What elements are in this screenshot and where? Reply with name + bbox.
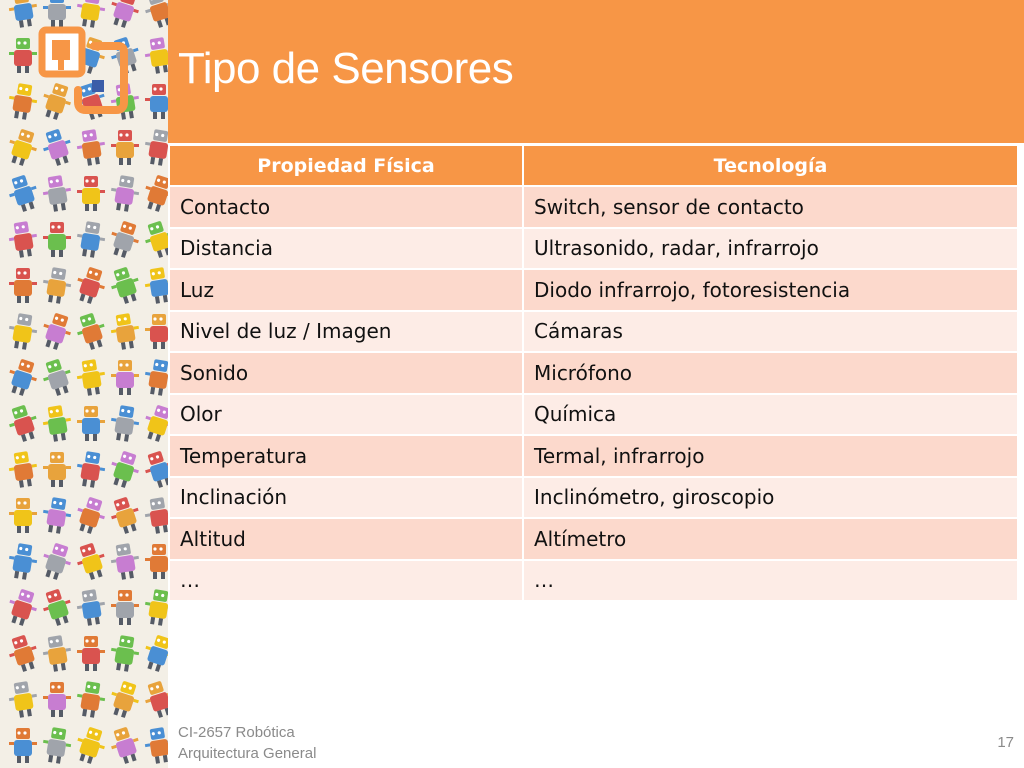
table-row: [169, 269, 1018, 311]
cell-technology: Altímetro: [523, 518, 1018, 560]
university-logo: [36, 24, 132, 120]
table-row: [169, 186, 1018, 228]
footer-topic: Arquitectura General: [178, 745, 317, 762]
footer-course: CI-2657 Robótica: [178, 724, 295, 741]
table-row: [169, 311, 1018, 353]
cell-technology: …: [523, 560, 1018, 602]
table-header-row: [169, 145, 1018, 186]
sensor-table: [168, 144, 1019, 602]
table-row: [169, 560, 1018, 602]
cell-property: Distancia: [169, 228, 523, 270]
cell-property: Olor: [169, 394, 523, 436]
table-row: [169, 518, 1018, 560]
cell-property: Altitud: [169, 518, 523, 560]
page-number: 17: [997, 734, 1014, 751]
table-row: [169, 228, 1018, 270]
slide-title: Tipo de Sensores: [178, 44, 514, 93]
cell-technology: Cámaras: [523, 311, 1018, 353]
table-row: [169, 352, 1018, 394]
cell-technology: Switch, sensor de contacto: [523, 186, 1018, 228]
header-tecnologia: Tecnología: [523, 145, 1018, 186]
cell-technology: Diodo infrarrojo, fotoresistencia: [523, 269, 1018, 311]
table-row: [169, 477, 1018, 519]
cell-property: Nivel de luz / Imagen: [169, 311, 523, 353]
title-bar: [168, 0, 1024, 143]
header-propiedad: Propiedad Física: [169, 145, 523, 186]
cell-technology: Ultrasonido, radar, infrarrojo: [523, 228, 1018, 270]
cell-technology: Micrófono: [523, 352, 1018, 394]
table-row: [169, 435, 1018, 477]
cell-property: Sonido: [169, 352, 523, 394]
cell-property: Inclinación: [169, 477, 523, 519]
cell-property: …: [169, 560, 523, 602]
table-row: [169, 394, 1018, 436]
cell-technology: Química: [523, 394, 1018, 436]
cell-property: Luz: [169, 269, 523, 311]
cell-technology: Termal, infrarrojo: [523, 435, 1018, 477]
cell-property: Contacto: [169, 186, 523, 228]
cell-technology: Inclinómetro, giroscopio: [523, 477, 1018, 519]
cell-property: Temperatura: [169, 435, 523, 477]
slide-footer: [178, 722, 316, 764]
